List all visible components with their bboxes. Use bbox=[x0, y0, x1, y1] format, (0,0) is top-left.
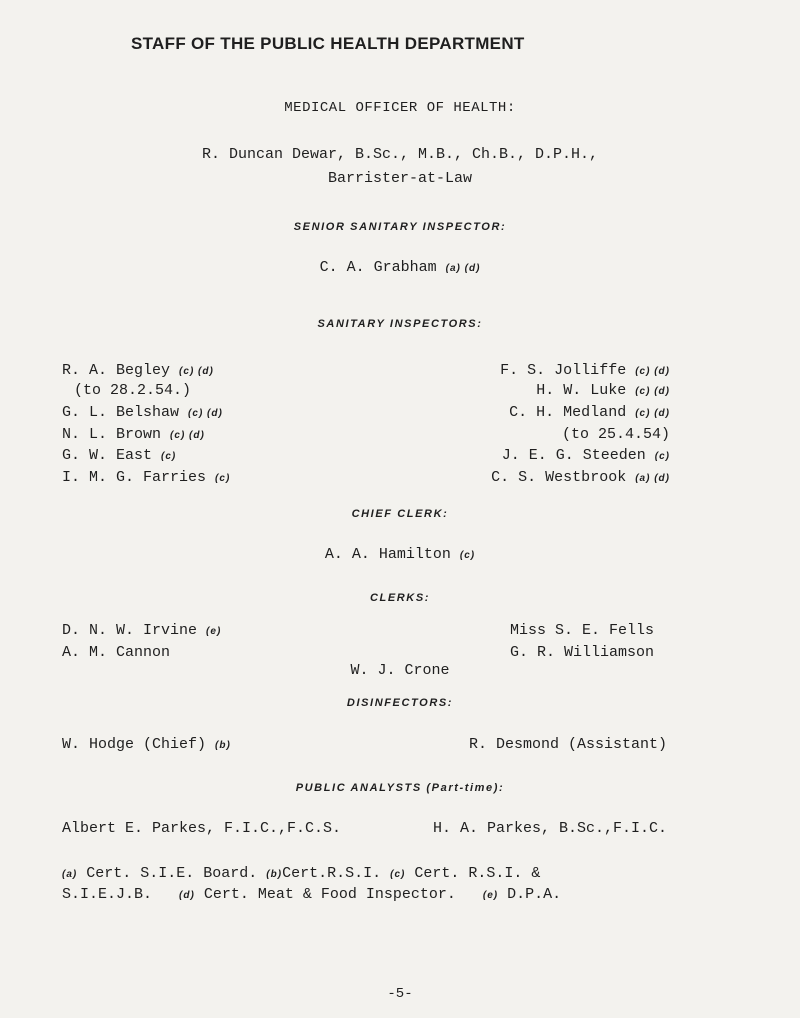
footnotes-line-1 bbox=[62, 865, 540, 882]
inspector-name: H. W. Luke bbox=[536, 382, 627, 399]
inspector-qual: (c) (d) bbox=[635, 408, 670, 419]
clerk-left-1 bbox=[62, 644, 170, 661]
footnote-text-c: Cert. R.S.I. & bbox=[414, 865, 541, 882]
inspector-name: (to 25.4.54) bbox=[561, 426, 670, 443]
inspector-name: C. S. Westbrook bbox=[491, 469, 627, 486]
inspector-qual: (a) (d) bbox=[635, 473, 670, 484]
inspector-name: J. E. G. Steeden bbox=[501, 447, 646, 464]
inspector-name: N. L. Brown bbox=[62, 426, 162, 443]
inspector-name: F. S. Jolliffe bbox=[500, 362, 627, 379]
inspector-left-4 bbox=[62, 447, 176, 464]
clerk-name: Miss S. E. Fells bbox=[509, 622, 654, 639]
inspector-right-3 bbox=[562, 426, 670, 443]
inspector-qual: (c) bbox=[161, 451, 177, 462]
inspector-name: (to 28.2.54.) bbox=[74, 382, 192, 399]
footnote-text-b: Cert.R.S.I. bbox=[282, 865, 382, 882]
inspector-qual: (c) (d) bbox=[635, 386, 670, 397]
senior-sanitary-entry bbox=[0, 259, 800, 276]
medical-officer-name: R. Duncan Dewar, B.Sc., M.B., Ch.B., D.P.H., bbox=[201, 146, 599, 163]
inspector-left-3 bbox=[62, 426, 205, 443]
sanitary-inspectors-heading: SANITARY INSPECTORS: bbox=[317, 318, 483, 330]
medical-officer-heading: MEDICAL OFFICER OF HEALTH: bbox=[284, 100, 516, 116]
inspector-name: G. L. Belshaw bbox=[62, 404, 180, 421]
inspector-qual: (c) (d) bbox=[179, 366, 214, 377]
inspector-right-4 bbox=[502, 447, 670, 464]
disinfector-right: R. Desmond (Assistant) bbox=[468, 736, 667, 753]
footnote-mark-c: (c) bbox=[390, 869, 406, 880]
inspector-qual: (c) (d) bbox=[188, 408, 223, 419]
inspector-left-1 bbox=[74, 382, 191, 399]
disinfector-name: W. Hodge (Chief) bbox=[62, 736, 207, 753]
disinfectors-heading: DISINFECTORS: bbox=[346, 697, 454, 709]
senior-sanitary-name: C. A. Grabham bbox=[319, 259, 437, 276]
footnote-mark-a: (a) bbox=[62, 869, 78, 880]
inspector-qual: (c) bbox=[654, 451, 670, 462]
inspector-name: G. W. East bbox=[62, 447, 153, 464]
footnote-mark-e: (e) bbox=[482, 890, 499, 901]
inspector-left-5 bbox=[62, 469, 230, 486]
footnote-mark-b: (b) bbox=[266, 869, 283, 880]
inspector-right-1 bbox=[536, 382, 670, 399]
inspector-left-0 bbox=[62, 362, 214, 379]
inspector-qual: (c) bbox=[215, 473, 231, 484]
footnote-mark-d: (d) bbox=[179, 890, 195, 901]
footnote-text-a: Cert. S.I.E. Board. bbox=[86, 865, 258, 882]
inspector-name: R. A. Begley bbox=[62, 362, 171, 379]
chief-clerk-entry bbox=[0, 546, 800, 563]
chief-clerk-name: A. A. Hamilton bbox=[324, 546, 451, 563]
inspector-qual: (c) (d) bbox=[170, 430, 205, 441]
inspector-left-2 bbox=[62, 404, 223, 421]
footnote-text-e: D.P.A. bbox=[507, 886, 562, 903]
senior-sanitary-qual: (a) (d) bbox=[445, 263, 481, 274]
medical-officer-line2: Barrister-at-Law bbox=[327, 170, 473, 187]
clerks-heading: CLERKS: bbox=[369, 592, 431, 604]
disinfector-left bbox=[62, 736, 231, 753]
page-number: -5- bbox=[387, 986, 413, 1002]
inspector-name: I. M. G. Farries bbox=[62, 469, 207, 486]
senior-sanitary-heading: SENIOR SANITARY INSPECTOR: bbox=[293, 221, 507, 233]
public-analysts-heading: PUBLIC ANALYSTS (Part-time): bbox=[295, 782, 505, 794]
inspector-right-2 bbox=[509, 404, 670, 421]
analyst-right: H. A. Parkes, B.Sc.,F.I.C. bbox=[432, 820, 667, 837]
analyst-left: Albert E. Parkes, F.I.C.,F.C.S. bbox=[62, 820, 342, 837]
clerk-left-0 bbox=[62, 622, 221, 639]
footnote-text-d: Cert. Meat & Food Inspector. bbox=[203, 886, 456, 903]
clerk-right-1 bbox=[510, 644, 654, 661]
disinfector-qual: (b) bbox=[215, 740, 231, 751]
clerk-name: D. N. W. Irvine bbox=[62, 622, 198, 639]
inspector-qual: (c) (d) bbox=[635, 366, 670, 377]
footnote-text-c-cont: S.I.E.J.B. bbox=[62, 886, 153, 903]
clerk-qual: (e) bbox=[206, 626, 222, 637]
footnotes-line-2 bbox=[62, 886, 561, 903]
inspector-right-0 bbox=[500, 362, 670, 379]
clerk-center: W. J. Crone bbox=[350, 662, 450, 679]
page-title: STAFF OF THE PUBLIC HEALTH DEPARTMENT bbox=[131, 34, 525, 53]
clerk-right-0 bbox=[510, 622, 654, 639]
chief-clerk-heading: CHIEF CLERK: bbox=[351, 508, 449, 520]
chief-clerk-qual: (c) bbox=[459, 550, 476, 561]
inspector-right-5 bbox=[491, 469, 670, 486]
inspector-name: C. H. Medland bbox=[509, 404, 627, 421]
clerk-name: G. R. Williamson bbox=[509, 644, 654, 661]
clerk-name: A. M. Cannon bbox=[62, 644, 171, 661]
